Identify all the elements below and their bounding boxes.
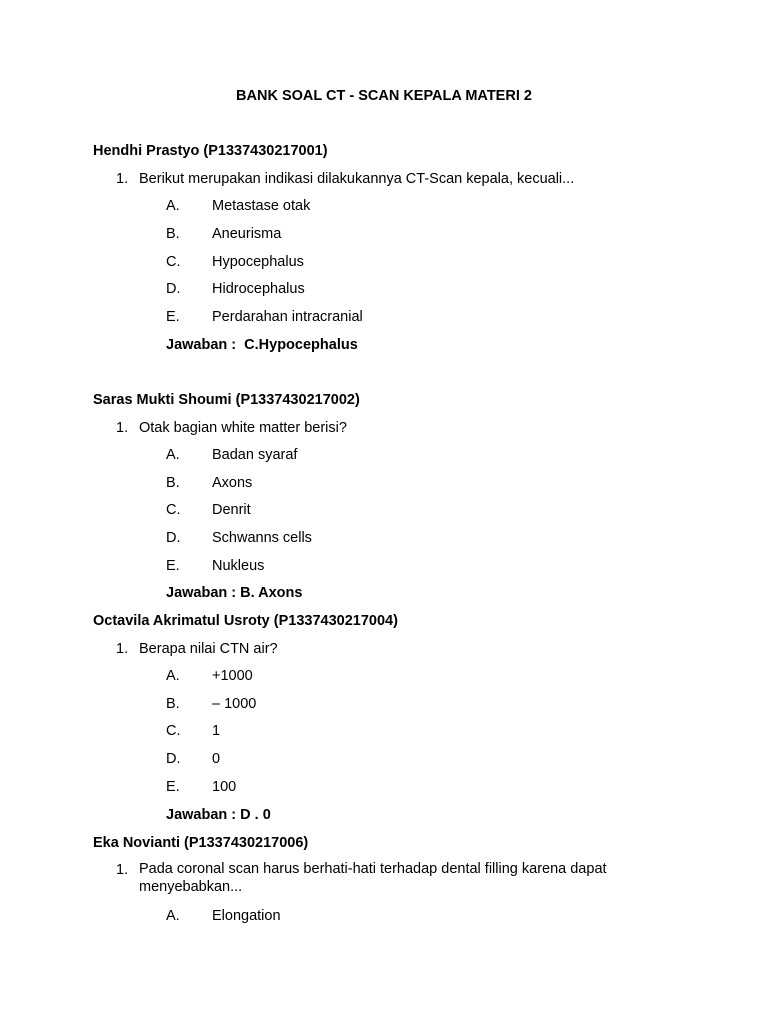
- question-text: Berikut merupakan indikasi dilakukannya CT-Scan kepala, kecuali...: [139, 171, 575, 187]
- question-text: Pada coronal scan harus berhati-hati terhadap dental filling karena dapat menyebabkan...: [139, 861, 607, 895]
- answer-key: Jawaban : D . 0: [166, 807, 271, 823]
- option-text: Axons: [212, 475, 253, 491]
- option-text: Metastase otak: [212, 198, 311, 214]
- author-heading: Octavila Akrimatul Usroty (P1337430217004): [93, 613, 398, 629]
- option-letter: A.: [166, 908, 180, 924]
- question-number: 1.: [116, 641, 129, 657]
- option-text: Nukleus: [212, 558, 265, 574]
- option-letter: C.: [166, 254, 181, 270]
- option-text: Schwanns cells: [212, 530, 312, 546]
- option-text: Badan syaraf: [212, 447, 298, 463]
- option-text: 1: [212, 723, 221, 739]
- option-text: +1000: [212, 668, 253, 684]
- question-text: Otak bagian white matter berisi?: [139, 420, 347, 436]
- option-letter: A.: [166, 198, 180, 214]
- question-number: 1.: [116, 862, 129, 878]
- option-text: Hypocephalus: [212, 254, 304, 270]
- option-letter: D.: [166, 281, 181, 297]
- option-letter: B.: [166, 226, 180, 242]
- option-letter: B.: [166, 696, 180, 712]
- option-text: Aneurisma: [212, 226, 282, 242]
- option-letter: A.: [166, 668, 180, 684]
- option-letter: E.: [166, 779, 180, 795]
- option-text: Perdarahan intracranial: [212, 309, 363, 325]
- option-letter: E.: [166, 309, 180, 325]
- answer-key: Jawaban : C.Hypocephalus: [166, 337, 358, 353]
- document-title: BANK SOAL CT - SCAN KEPALA MATERI 2: [236, 88, 532, 104]
- option-letter: D.: [166, 530, 181, 546]
- option-text: Hidrocephalus: [212, 281, 305, 297]
- author-heading: Hendhi Prastyo (P1337430217001): [93, 143, 328, 159]
- option-letter: A.: [166, 447, 180, 463]
- option-letter: E.: [166, 558, 180, 574]
- option-text: 100: [212, 779, 237, 795]
- answer-key: Jawaban : B. Axons: [166, 585, 303, 601]
- option-text: Elongation: [212, 908, 281, 924]
- option-letter: B.: [166, 475, 180, 491]
- author-heading: Eka Novianti (P1337430217006): [93, 835, 309, 851]
- question-number: 1.: [116, 420, 129, 436]
- option-letter: C.: [166, 502, 181, 518]
- option-text: Denrit: [212, 502, 251, 518]
- option-letter: C.: [166, 723, 181, 739]
- option-letter: D.: [166, 751, 181, 767]
- option-text: – 1000: [212, 696, 257, 712]
- option-text: 0: [212, 751, 221, 767]
- question-text: Berapa nilai CTN air?: [139, 641, 278, 657]
- author-heading: Saras Mukti Shoumi (P1337430217002): [93, 392, 360, 408]
- question-number: 1.: [116, 171, 129, 187]
